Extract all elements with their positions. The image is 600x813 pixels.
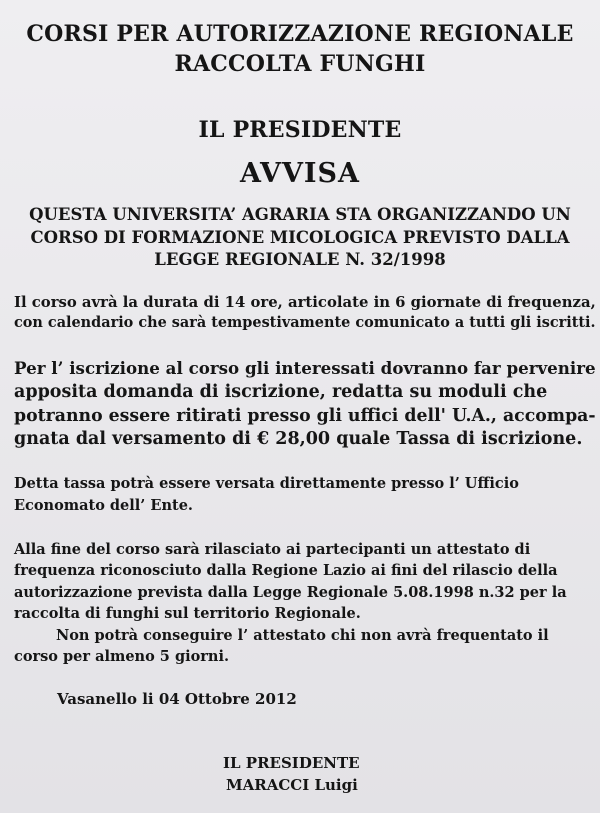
paragraph-3-line-1: Detta tassa potrà essere versata direttamente presso l’ Ufficio — [14, 475, 519, 492]
avvisa-heading: AVVISA — [240, 158, 360, 189]
president-heading: IL PRESIDENTE — [198, 117, 402, 143]
paragraph-4-line-5: Non potrà conseguire l’ attestato chi non avrà frequentato il — [56, 627, 549, 644]
title-line-1: CORSI PER AUTORIZZAZIONE REGIONALE — [26, 21, 574, 47]
paragraph-2-line-3: potranno essere ritirati presso gli uffici dell' U.A., accompa- — [14, 406, 596, 426]
paragraph-2-line-2: apposita domanda di iscrizione, redatta su moduli che — [14, 382, 548, 402]
paragraph-3-line-2: Economato dell’ Ente. — [14, 497, 193, 514]
announcement-line-1: QUESTA UNIVERSITA’ AGRARIA STA ORGANIZZANDO UN — [29, 205, 571, 224]
paragraph-2-line-1: Per l’ iscrizione al corso gli interessati dovranno far pervenire — [14, 358, 596, 378]
place-date: Vasanello li 04 Ottobre 2012 — [57, 690, 297, 708]
announcement-line-3: LEGGE REGIONALE N. 32/1998 — [154, 250, 446, 269]
paragraph-4-line-1: Alla fine del corso sarà rilasciato ai partecipanti un attestato di — [14, 541, 531, 558]
paragraph-4-line-6: corso per almeno 5 giorni. — [14, 648, 230, 665]
paragraph-4-line-2: frequenza riconosciuto dalla Regione Lazio ai fini del rilascio della — [14, 562, 558, 579]
paragraph-2-line-4: gnata dal versamento di € 28,00 quale Tassa di iscrizione. — [14, 429, 583, 449]
signature-name: MARACCI Luigi — [226, 776, 358, 794]
title-line-2: RACCOLTA FUNGHI — [174, 51, 426, 77]
paragraph-4-line-3: autorizzazione prevista dalla Legge Regionale 5.08.1998 n.32 per la — [14, 584, 567, 601]
paragraph-4-line-4: raccolta di funghi sul territorio Regionale. — [14, 605, 361, 622]
paragraph-1-line-2: con calendario che sarà tempestivamente comunicato a tutti gli iscritti. — [14, 314, 596, 331]
announcement-line-2: CORSO DI FORMAZIONE MICOLOGICA PREVISTO DALLA — [30, 228, 570, 247]
signature-title: IL PRESIDENTE — [223, 754, 360, 772]
paragraph-1-line-1: Il corso avrà la durata di 14 ore, articolate in 6 giornate di frequenza, — [14, 293, 596, 311]
